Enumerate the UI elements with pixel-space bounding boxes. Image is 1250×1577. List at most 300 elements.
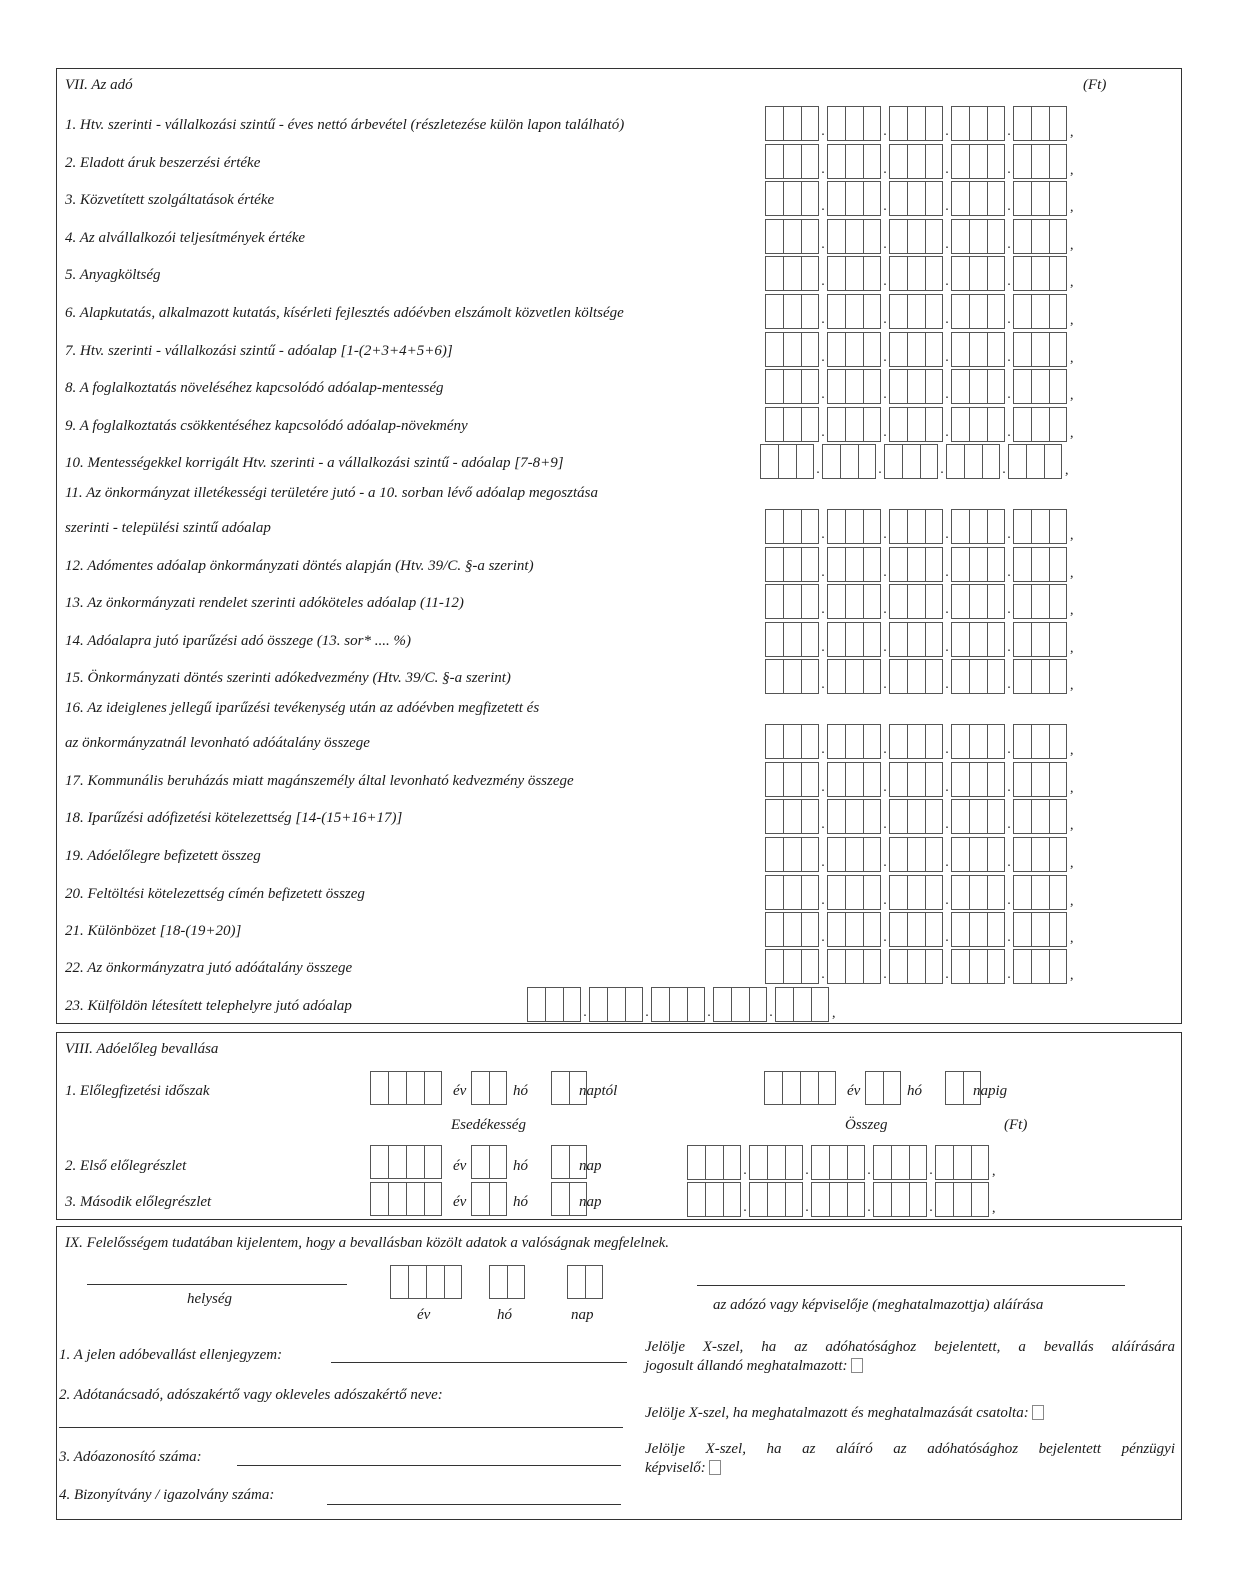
digit-group[interactable] [1013,181,1067,216]
digit-group[interactable] [827,659,881,694]
digit-group[interactable] [873,1145,927,1180]
digit-box[interactable] [1031,762,1049,797]
digit-box[interactable] [1013,622,1031,657]
row-11-amount-field[interactable] [765,509,1078,544]
digit-box[interactable] [987,144,1005,179]
digit-group[interactable] [889,837,943,872]
row-16-amount-field[interactable] [765,724,1078,759]
digit-box[interactable] [424,1182,442,1216]
digit-box[interactable] [1013,949,1031,984]
digit-box[interactable] [969,219,987,254]
digit-box[interactable] [1013,332,1031,367]
digit-box[interactable] [1049,407,1067,442]
digit-box[interactable] [845,547,863,582]
digit-group[interactable] [889,912,943,947]
digit-group[interactable] [827,875,881,910]
digit-group[interactable] [827,332,881,367]
digit-group[interactable] [827,622,881,657]
digit-box[interactable] [891,1182,909,1217]
digit-box[interactable] [845,509,863,544]
digit-box[interactable] [1049,799,1067,834]
digit-box[interactable] [1031,799,1049,834]
digit-group[interactable] [889,144,943,179]
digit-box[interactable] [951,144,969,179]
digit-box[interactable] [444,1265,462,1299]
digit-box[interactable] [969,547,987,582]
digit-group[interactable] [765,762,819,797]
period-to-month-field[interactable] [865,1071,901,1105]
digit-box[interactable] [987,799,1005,834]
digit-group[interactable] [1008,444,1062,479]
digit-box[interactable] [964,444,982,479]
digit-box[interactable] [982,444,1000,479]
digit-box[interactable] [873,1145,891,1180]
digit-box[interactable] [951,659,969,694]
digit-box[interactable] [783,256,801,291]
digit-box[interactable] [1049,144,1067,179]
digit-box[interactable] [925,256,943,291]
digit-group[interactable] [1013,509,1067,544]
digit-group[interactable] [760,444,814,479]
digit-group[interactable] [749,1182,803,1217]
digit-box[interactable] [785,1182,803,1217]
digit-box[interactable] [863,219,881,254]
digit-box[interactable] [889,256,907,291]
digit-box[interactable] [801,875,819,910]
digit-box[interactable] [800,1071,818,1105]
digit-box[interactable] [951,875,969,910]
digit-box[interactable] [909,1182,927,1217]
digit-box[interactable] [946,444,964,479]
digit-group[interactable] [589,987,643,1022]
digit-box[interactable] [845,144,863,179]
digit-box[interactable] [845,106,863,141]
digit-box[interactable] [907,144,925,179]
digit-group[interactable] [1013,369,1067,404]
digit-box[interactable] [1049,659,1067,694]
digit-box[interactable] [845,584,863,619]
digit-box[interactable] [845,219,863,254]
digit-group[interactable] [1013,256,1067,291]
digit-box[interactable] [765,106,783,141]
digit-group[interactable] [1013,949,1067,984]
digit-group[interactable] [1013,584,1067,619]
digit-box[interactable] [1013,407,1031,442]
digit-box[interactable] [811,1182,829,1217]
digit-group[interactable] [827,294,881,329]
row-6-amount-field[interactable] [765,294,1078,329]
digit-box[interactable] [907,799,925,834]
digit-box[interactable] [765,799,783,834]
digit-box[interactable] [1013,799,1031,834]
digit-box[interactable] [1044,444,1062,479]
row-18-amount-field[interactable] [765,799,1078,834]
digit-box[interactable] [925,837,943,872]
digit-group[interactable] [951,547,1005,582]
digit-box[interactable] [925,622,943,657]
digit-group[interactable] [827,369,881,404]
digit-box[interactable] [907,622,925,657]
digit-box[interactable] [987,181,1005,216]
digit-group[interactable] [765,799,819,834]
digit-box[interactable] [945,1071,963,1105]
digit-box[interactable] [907,724,925,759]
digit-group[interactable] [765,144,819,179]
row-22-amount-field[interactable] [765,949,1078,984]
digit-box[interactable] [987,547,1005,582]
digit-box[interactable] [951,949,969,984]
digit-box[interactable] [651,987,669,1022]
digit-box[interactable] [889,547,907,582]
digit-box[interactable] [902,444,920,479]
digit-group[interactable] [889,294,943,329]
digit-box[interactable] [1031,144,1049,179]
digit-box[interactable] [907,256,925,291]
digit-box[interactable] [987,837,1005,872]
digit-group[interactable] [946,444,1000,479]
digit-group[interactable] [827,762,881,797]
digit-box[interactable] [907,369,925,404]
second-due-month-field[interactable] [471,1182,507,1216]
digit-box[interactable] [969,369,987,404]
digit-group[interactable] [1013,294,1067,329]
digit-box[interactable] [801,799,819,834]
row-12-amount-field[interactable] [765,547,1078,582]
digit-box[interactable] [863,837,881,872]
digit-box[interactable] [951,256,969,291]
digit-box[interactable] [801,219,819,254]
digit-box[interactable] [723,1182,741,1217]
digit-box[interactable] [827,949,845,984]
digit-box[interactable] [765,294,783,329]
digit-box[interactable] [987,294,1005,329]
digit-box[interactable] [889,144,907,179]
digit-box[interactable] [783,369,801,404]
row-9-amount-field[interactable] [765,407,1078,442]
digit-box[interactable] [863,509,881,544]
digit-group[interactable] [951,659,1005,694]
digit-group[interactable] [951,369,1005,404]
digit-group[interactable] [1013,332,1067,367]
digit-box[interactable] [489,1145,507,1179]
digit-box[interactable] [845,369,863,404]
digit-box[interactable] [827,181,845,216]
digit-group[interactable] [765,875,819,910]
digit-box[interactable] [669,987,687,1022]
digit-group[interactable] [951,181,1005,216]
digit-box[interactable] [1013,547,1031,582]
row-7-amount-field[interactable] [765,332,1078,367]
digit-box[interactable] [889,659,907,694]
digit-box[interactable] [1013,294,1031,329]
digit-box[interactable] [765,584,783,619]
digit-box[interactable] [889,622,907,657]
sign-day-field[interactable] [567,1265,603,1299]
digit-box[interactable] [551,1182,569,1216]
digit-box[interactable] [847,1145,865,1180]
digit-box[interactable] [969,294,987,329]
row-23-amount-field[interactable] [527,987,840,1022]
digit-box[interactable] [1049,181,1067,216]
row-19-amount-field[interactable] [765,837,1078,872]
digit-box[interactable] [969,622,987,657]
digit-group[interactable] [889,332,943,367]
digit-box[interactable] [778,444,796,479]
digit-box[interactable] [987,762,1005,797]
digit-box[interactable] [1031,912,1049,947]
digit-box[interactable] [625,987,643,1022]
digit-box[interactable] [1013,219,1031,254]
digit-box[interactable] [845,724,863,759]
digit-box[interactable] [1031,181,1049,216]
digit-box[interactable] [889,219,907,254]
digit-box[interactable] [1049,294,1067,329]
digit-box[interactable] [783,219,801,254]
digit-group[interactable] [951,256,1005,291]
digit-box[interactable] [1031,837,1049,872]
digit-box[interactable] [907,762,925,797]
digit-box[interactable] [1049,837,1067,872]
digit-group[interactable] [765,181,819,216]
digit-box[interactable] [907,659,925,694]
digit-box[interactable] [783,294,801,329]
digit-box[interactable] [863,724,881,759]
digit-box[interactable] [845,181,863,216]
digit-box[interactable] [1013,724,1031,759]
digit-box[interactable] [1049,622,1067,657]
digit-box[interactable] [920,444,938,479]
digit-box[interactable] [889,332,907,367]
digit-box[interactable] [783,659,801,694]
digit-group[interactable] [765,949,819,984]
digit-box[interactable] [471,1071,489,1105]
digit-box[interactable] [987,106,1005,141]
digit-box[interactable] [925,369,943,404]
digit-box[interactable] [889,837,907,872]
digit-group[interactable] [935,1182,989,1217]
digit-box[interactable] [390,1265,408,1299]
digit-box[interactable] [783,407,801,442]
row-17-amount-field[interactable] [765,762,1078,797]
digit-box[interactable] [1013,144,1031,179]
digit-box[interactable] [801,949,819,984]
digit-group[interactable] [827,837,881,872]
sign-year-field[interactable] [390,1265,462,1299]
digit-group[interactable] [889,106,943,141]
digit-box[interactable] [987,407,1005,442]
digit-box[interactable] [801,762,819,797]
digit-box[interactable] [889,369,907,404]
digit-group[interactable] [765,509,819,544]
digit-box[interactable] [951,724,969,759]
digit-box[interactable] [801,294,819,329]
digit-box[interactable] [863,622,881,657]
row-3-amount-field[interactable] [765,181,1078,216]
digit-group[interactable] [1013,407,1067,442]
digit-box[interactable] [801,547,819,582]
digit-box[interactable] [765,762,783,797]
digit-box[interactable] [1031,622,1049,657]
digit-box[interactable] [818,1071,836,1105]
digit-box[interactable] [406,1182,424,1216]
row-5-amount-field[interactable] [765,256,1078,291]
row-14-amount-field[interactable] [765,622,1078,657]
digit-box[interactable] [1013,659,1031,694]
digit-box[interactable] [827,875,845,910]
digit-box[interactable] [969,837,987,872]
digit-box[interactable] [925,294,943,329]
digit-box[interactable] [687,1145,705,1180]
digit-group[interactable] [822,444,876,479]
digit-box[interactable] [987,724,1005,759]
digit-box[interactable] [406,1145,424,1179]
digit-box[interactable] [889,181,907,216]
digit-box[interactable] [783,762,801,797]
digit-box[interactable] [925,584,943,619]
digit-group[interactable] [951,837,1005,872]
digit-group[interactable] [951,332,1005,367]
digit-box[interactable] [765,332,783,367]
digit-box[interactable] [785,1145,803,1180]
digit-box[interactable] [822,444,840,479]
digit-box[interactable] [969,332,987,367]
digit-box[interactable] [827,294,845,329]
digit-box[interactable] [1031,547,1049,582]
digit-box[interactable] [687,987,705,1022]
digit-box[interactable] [801,106,819,141]
digit-box[interactable] [801,912,819,947]
digit-box[interactable] [969,106,987,141]
digit-box[interactable] [863,407,881,442]
digit-box[interactable] [845,407,863,442]
digit-group[interactable] [889,799,943,834]
digit-box[interactable] [951,622,969,657]
digit-box[interactable] [889,294,907,329]
digit-box[interactable] [1026,444,1044,479]
digit-group[interactable] [765,332,819,367]
digit-group[interactable] [1013,762,1067,797]
digit-box[interactable] [801,659,819,694]
digit-box[interactable] [863,875,881,910]
digit-group[interactable] [827,547,881,582]
digit-box[interactable] [489,1265,507,1299]
authorized-rep-checkbox[interactable] [851,1358,863,1373]
digit-box[interactable] [969,584,987,619]
digit-box[interactable] [1049,762,1067,797]
digit-box[interactable] [863,547,881,582]
digit-box[interactable] [925,724,943,759]
digit-box[interactable] [408,1265,426,1299]
digit-group[interactable] [765,294,819,329]
digit-box[interactable] [969,144,987,179]
digit-group[interactable] [1013,912,1067,947]
digit-group[interactable] [1013,219,1067,254]
digit-box[interactable] [863,949,881,984]
digit-box[interactable] [884,444,902,479]
digit-group[interactable] [651,987,705,1022]
digit-box[interactable] [925,332,943,367]
digit-box[interactable] [765,407,783,442]
first-installment-amount-field[interactable] [687,1145,1000,1180]
digit-group[interactable] [765,837,819,872]
digit-group[interactable] [935,1145,989,1180]
digit-box[interactable] [925,181,943,216]
digit-group[interactable] [811,1145,865,1180]
digit-box[interactable] [1013,181,1031,216]
digit-group[interactable] [1013,724,1067,759]
digit-box[interactable] [551,1145,569,1179]
digit-box[interactable] [845,762,863,797]
digit-box[interactable] [829,1182,847,1217]
digit-group[interactable] [1013,106,1067,141]
digit-group[interactable] [951,724,1005,759]
digit-group[interactable] [889,622,943,657]
first-due-month-field[interactable] [471,1145,507,1179]
digit-box[interactable] [1049,949,1067,984]
digit-box[interactable] [1013,584,1031,619]
digit-box[interactable] [907,547,925,582]
digit-group[interactable] [827,724,881,759]
digit-box[interactable] [765,837,783,872]
digit-box[interactable] [951,584,969,619]
digit-box[interactable] [1031,219,1049,254]
digit-box[interactable] [971,1182,989,1217]
digit-box[interactable] [845,949,863,984]
digit-group[interactable] [765,369,819,404]
digit-box[interactable] [827,762,845,797]
digit-group[interactable] [827,799,881,834]
digit-box[interactable] [907,181,925,216]
digit-box[interactable] [801,256,819,291]
digit-box[interactable] [845,659,863,694]
digit-group[interactable] [951,912,1005,947]
digit-box[interactable] [907,949,925,984]
digit-group[interactable] [951,875,1005,910]
digit-box[interactable] [863,294,881,329]
digit-box[interactable] [370,1071,388,1105]
digit-group[interactable] [765,912,819,947]
digit-box[interactable] [907,219,925,254]
digit-box[interactable] [987,256,1005,291]
digit-box[interactable] [1049,332,1067,367]
digit-box[interactable] [783,949,801,984]
digit-box[interactable] [845,912,863,947]
digit-group[interactable] [1013,622,1067,657]
digit-box[interactable] [811,987,829,1022]
digit-box[interactable] [907,332,925,367]
row-4-amount-field[interactable] [765,219,1078,254]
digit-group[interactable] [1013,837,1067,872]
digit-box[interactable] [845,622,863,657]
digit-box[interactable] [987,509,1005,544]
advisor-name-line[interactable] [59,1427,623,1428]
digit-box[interactable] [1049,584,1067,619]
digit-group[interactable] [889,547,943,582]
row-20-amount-field[interactable] [765,875,1078,910]
digit-group[interactable] [951,509,1005,544]
digit-box[interactable] [935,1145,953,1180]
digit-box[interactable] [388,1182,406,1216]
digit-box[interactable] [847,1182,865,1217]
digit-group[interactable] [889,181,943,216]
digit-box[interactable] [863,106,881,141]
digit-box[interactable] [811,1145,829,1180]
digit-box[interactable] [1008,444,1026,479]
digit-group[interactable] [889,509,943,544]
digit-box[interactable] [951,762,969,797]
digit-box[interactable] [889,724,907,759]
digit-box[interactable] [827,407,845,442]
